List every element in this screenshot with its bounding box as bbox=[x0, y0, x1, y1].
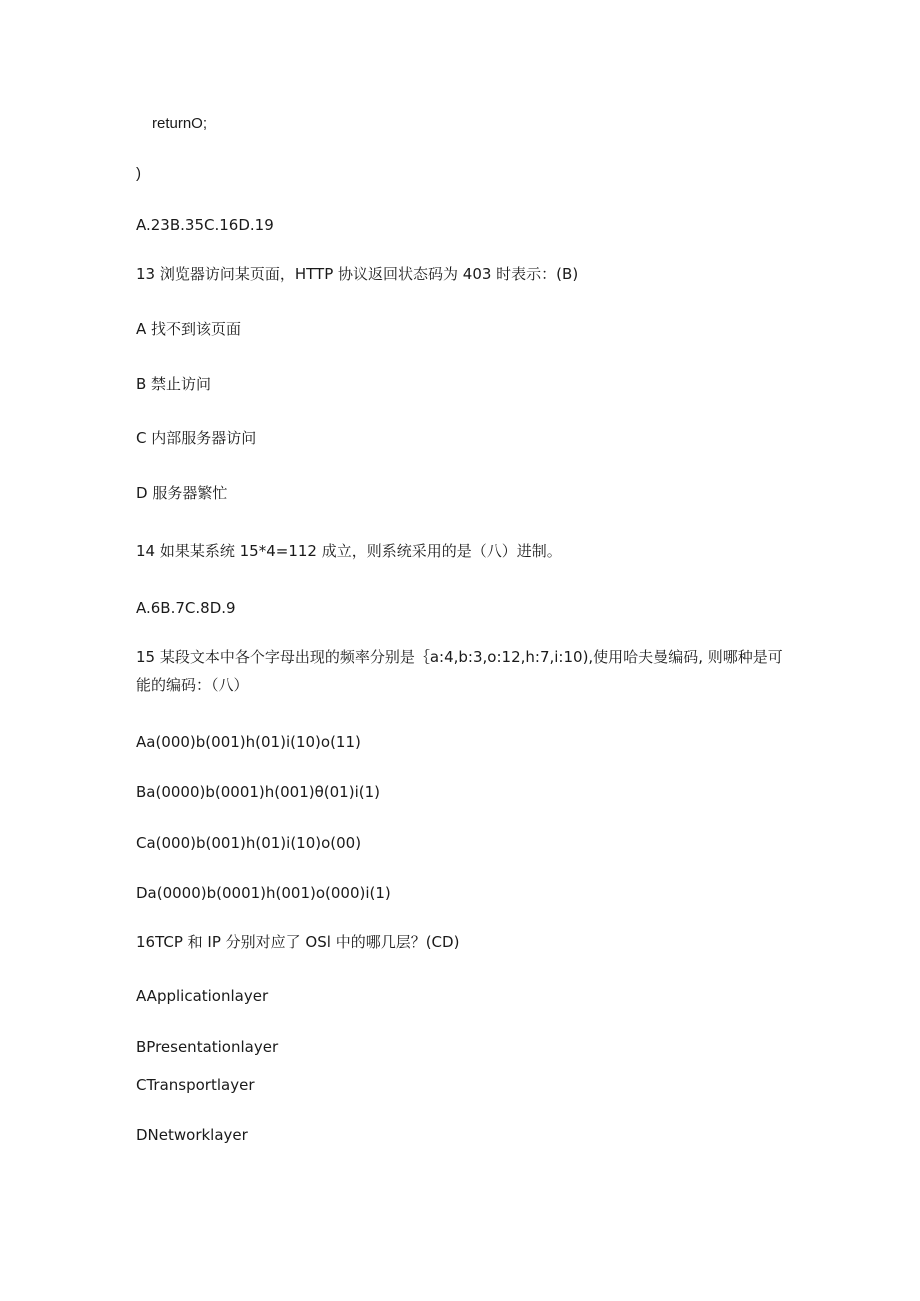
q15-question: 15 某段文本中各个字母出现的频率分别是｛a:4,b:3,o:12,h:7,i:10),使用哈夫曼编码, 则哪种是可能的编码：（八） bbox=[136, 648, 783, 694]
q14-question: 14 如果某系统 15*4=112 成立，则系统采用的是（八）进制。 bbox=[136, 542, 562, 560]
q16-question: 16TCP 和 IP 分别对应了 OSl 中的哪几层？(CD) bbox=[136, 933, 460, 951]
q13-option-b: B 禁止访问 bbox=[136, 375, 212, 393]
q13-option-c: C 内部服务器访问 bbox=[136, 429, 257, 447]
q13-option-d: D 服务器繁忙 bbox=[136, 484, 228, 502]
q13-option-a: A 找不到该页面 bbox=[136, 320, 242, 338]
q15-option-c: Ca(000)b(001)h(01)i(10)o(00) bbox=[136, 834, 362, 852]
q16-option-d: DNetworklayer bbox=[136, 1126, 248, 1144]
code-return-line: returnO; bbox=[152, 115, 208, 132]
q15-option-b: Ba(0000)b(0001)h(001)θ(01)i(1) bbox=[136, 783, 380, 801]
q14-options: A.6B.7C.8D.9 bbox=[136, 599, 236, 617]
q13-question: 13 浏览器访问某页面，HTTP 协议返回状态码为 403 时表示：(B) bbox=[136, 265, 579, 283]
code-closing-brace: ) bbox=[136, 165, 141, 182]
q15-option-a: Aa(000)b(001)h(01)i(10)o(11) bbox=[136, 733, 361, 751]
q15-option-d: Da(0000)b(0001)h(001)o(000)i(1) bbox=[136, 884, 391, 902]
q16-option-b: BPresentationlayer bbox=[136, 1038, 279, 1056]
q16-option-a: AApplicationlayer bbox=[136, 987, 269, 1005]
q16-option-c: CTransportlayer bbox=[136, 1076, 255, 1094]
q12-options: A.23B.35C.16D.19 bbox=[136, 216, 274, 234]
